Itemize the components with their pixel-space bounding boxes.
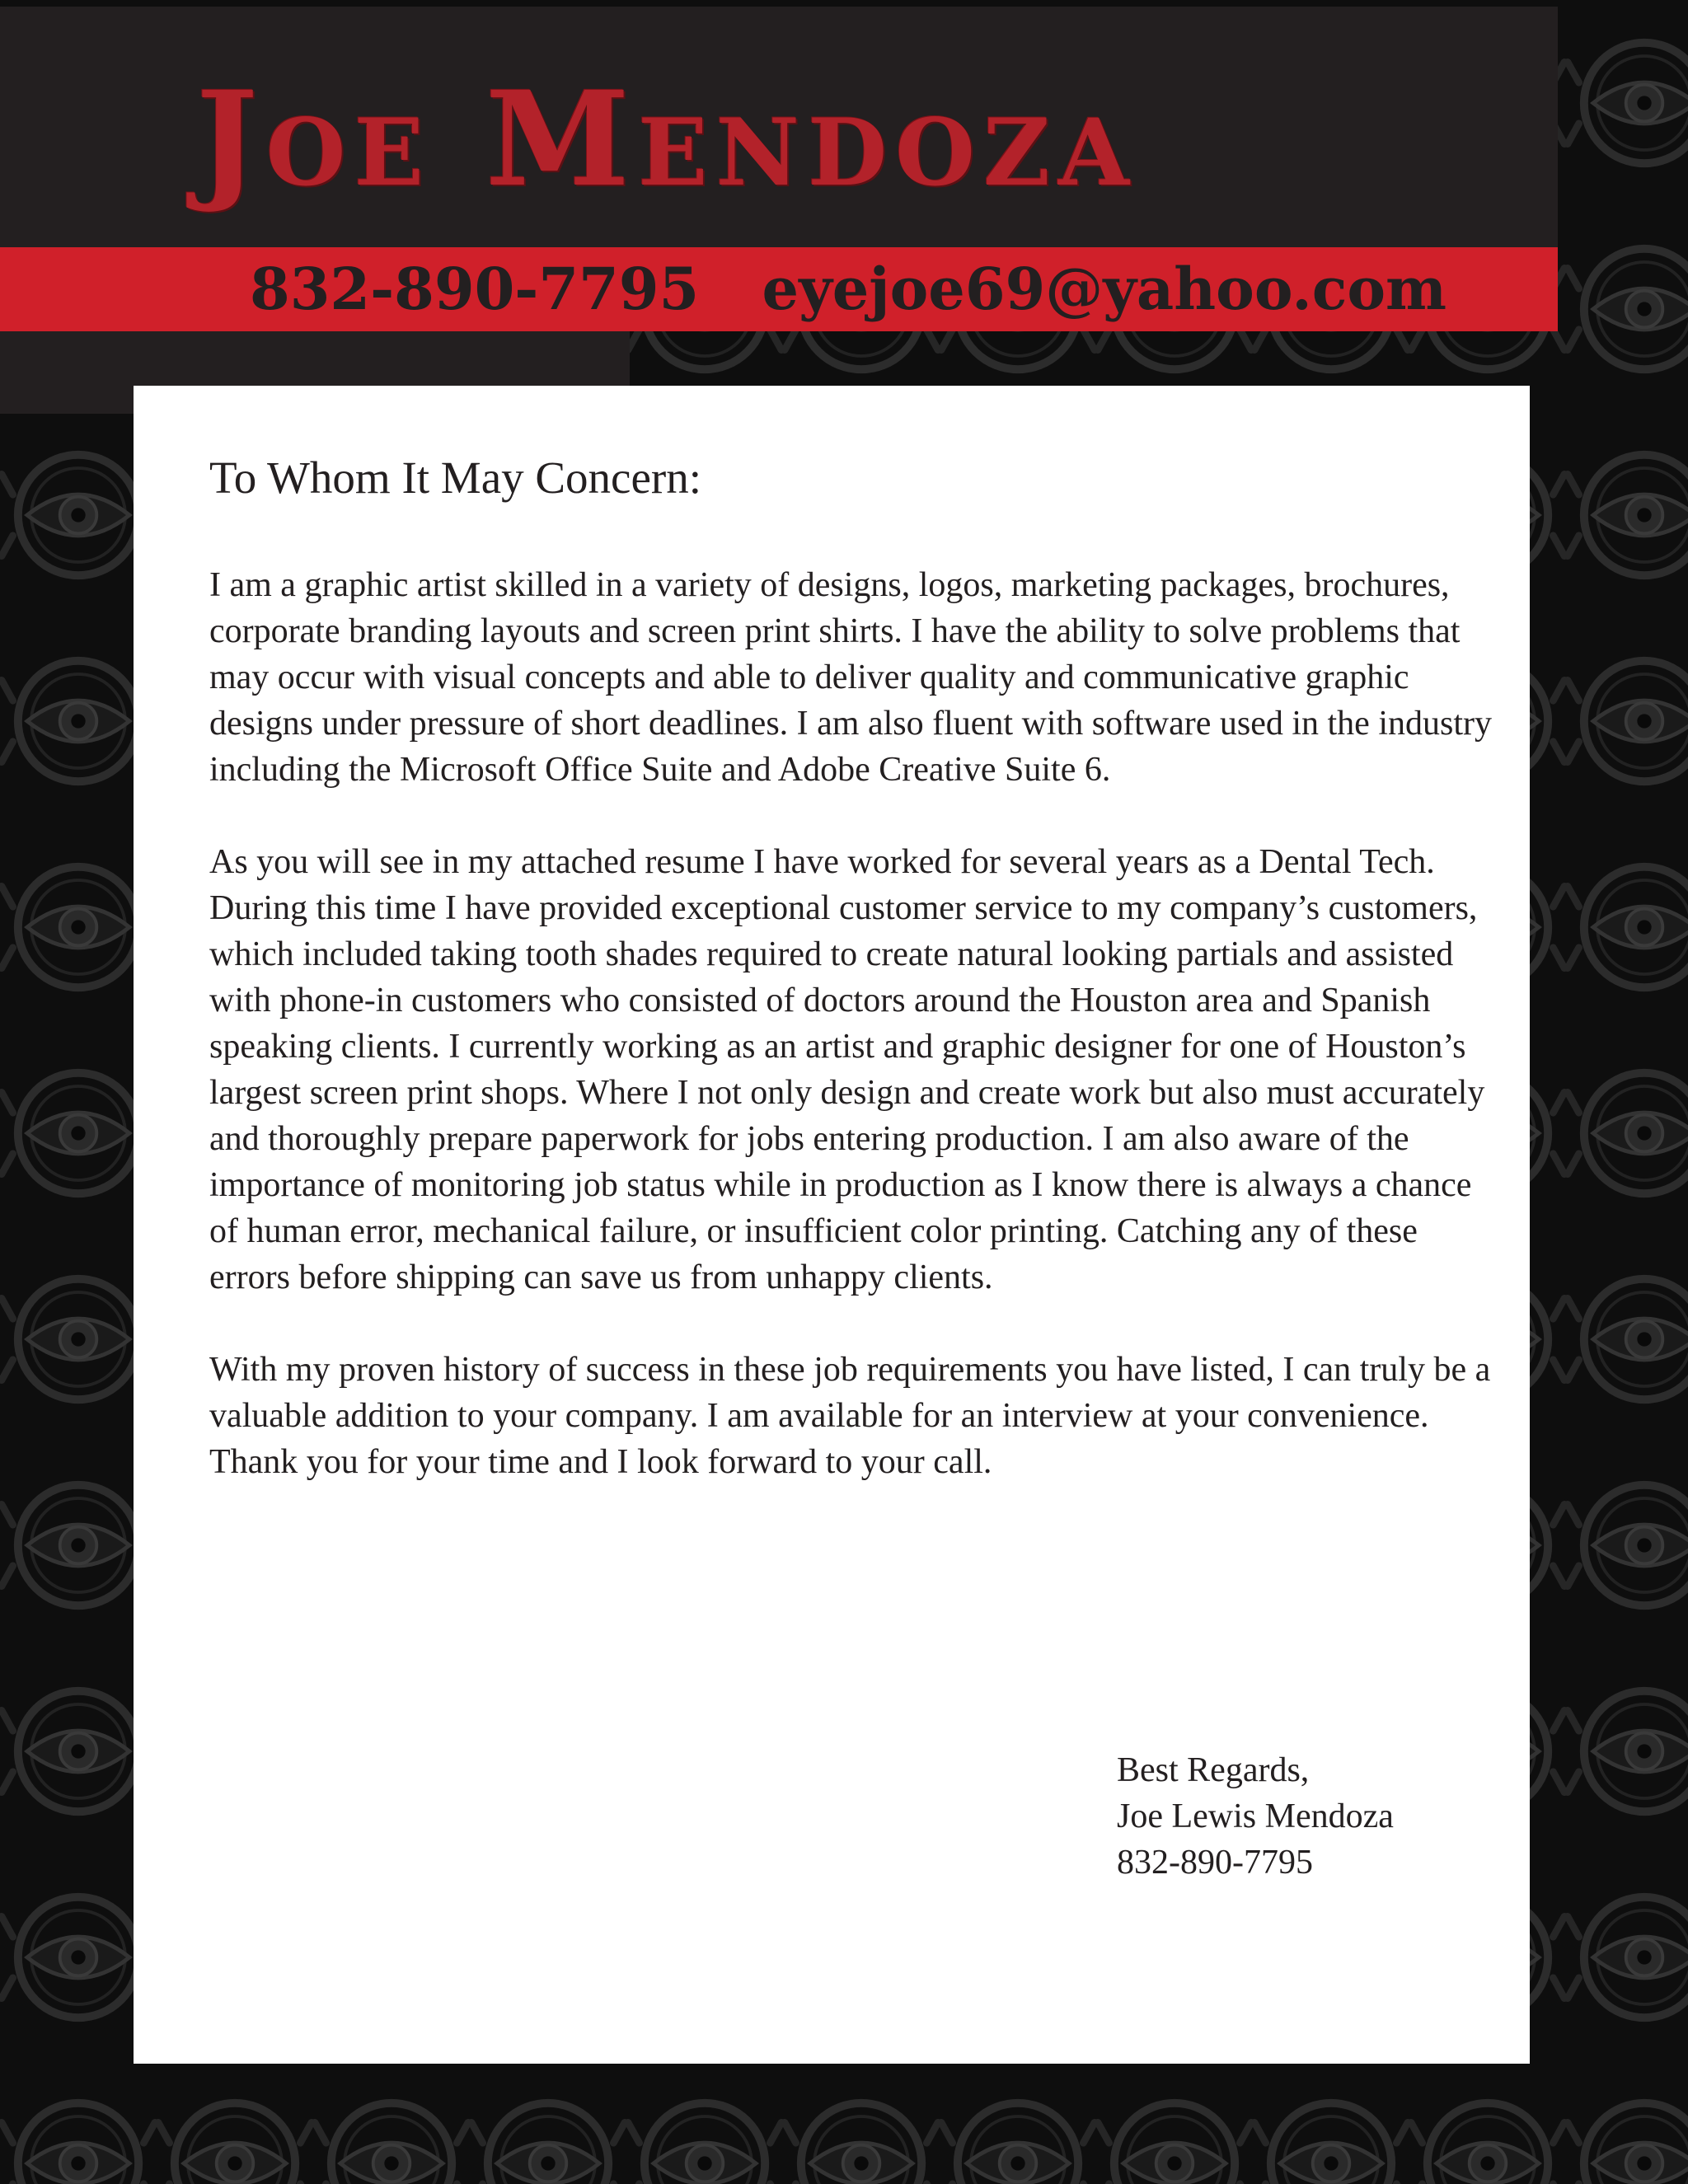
header-phone[interactable]: 832-890-7795 [250,255,700,323]
contact-line [250,247,1447,331]
paragraph-closing: With my proven history of success in these job requirements you have listed, I can truly be a valuable addition to your company. I am available for an interview at your convenience. Thank you for your time and I look forward to your call. [209,1351,1491,1481]
paragraph-experience: As you will see in my attached resume I have worked for several years as a Dental Tech. During this time I have provided exceptional customer service to my company’s customers, which included taking tooth shades required to create natural looking partials and assisted with phone-in customers who consisted of doctors around the Houston area and Spanish speaking clients. I currently working as an artist and graphic designer for one of Houston’s largest screen print shops. Where I not only design and create work but also must accurately and thoroughly prepare paperwork for jobs entering production. I am also aware of the importance of monitoring job status while in production as I know there is always a chance of human error, mechanical failure, or insufficient color printing. Catching any of these errors before shipping can save us from unhappy clients. [209,843,1485,1296]
salutation: To Whom It May Concern: [209,452,701,503]
closing-regards: Best Regards, [1117,1751,1310,1789]
paragraph-skills: I am a graphic artist skilled in a variety of designs, logos, marketing packages, brochures, corporate branding layouts and screen print shirts. I have the ability to solve problems that may occur with visual concepts and able to deliver quality and communicative graphic designs under pressure of short deadlines. I am also fluent with software used in the industry including the Microsoft Office Suite and Adobe Creative Suite 6. [209,566,1492,789]
signature-block [1117,1747,1394,1886]
header-email[interactable]: eyejoe69@yahoo.com [762,255,1447,323]
signature-name: Joe Lewis Mendoza [1117,1797,1394,1835]
applicant-name: Joe Mendoza [196,63,1138,216]
signature-phone: 832-890-7795 [1117,1844,1313,1882]
letter-body [209,447,1495,1531]
